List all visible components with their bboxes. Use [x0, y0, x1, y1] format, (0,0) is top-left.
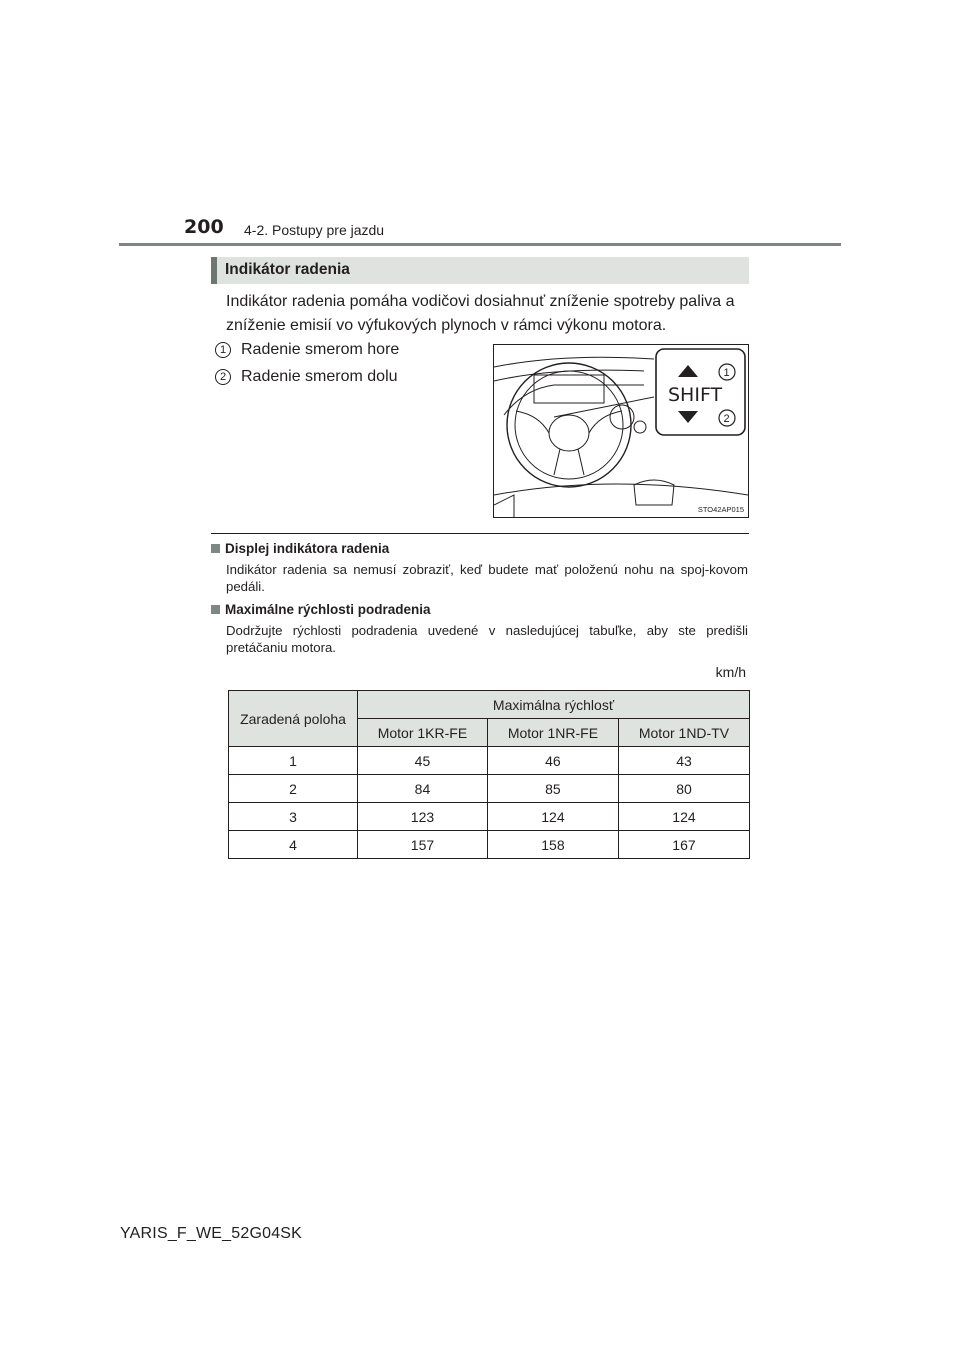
- list-item-upshift: [215, 339, 399, 361]
- section-title-bar: [211, 257, 749, 284]
- steering-wheel-illustration: [494, 345, 748, 517]
- speed-cell: 46: [487, 747, 618, 775]
- note-title: Maximálne rýchlosti podradenia: [225, 602, 431, 617]
- callout-2: 2: [723, 413, 730, 425]
- table-row: [229, 775, 750, 803]
- shift-label: SHIFT: [668, 384, 723, 406]
- gear-cell: 2: [229, 775, 358, 803]
- gear-cell: 4: [229, 831, 358, 859]
- note-body-display: Indikátor radenia sa nemusí zobraziť, keď budete mať položenú nohu na spoj-kovom pedáli.: [226, 562, 748, 594]
- table-row: [229, 831, 750, 859]
- note-body-downshift: Dodržujte rýchlosti podradenia uvedené v nasledujúcej tabuľke, aby ste predišli pretáčaniu motora.: [226, 623, 748, 655]
- section-path: 4-2. Postupy pre jazdu: [244, 222, 385, 238]
- speed-cell: 84: [358, 775, 488, 803]
- speed-cell: 45: [358, 747, 488, 775]
- engine-header: Motor 1ND-TV: [618, 719, 749, 747]
- table-row: [229, 803, 750, 831]
- engine-header: Motor 1KR-FE: [358, 719, 488, 747]
- speed-cell: 123: [358, 803, 488, 831]
- note-title: Displej indikátora radenia: [225, 541, 390, 556]
- speed-cell: 80: [618, 775, 749, 803]
- callout-1: 1: [723, 367, 730, 379]
- list-item-downshift: [215, 366, 398, 388]
- figure-code: STO42AP015: [697, 505, 744, 514]
- section-divider: [211, 533, 749, 534]
- speed-cell: 124: [618, 803, 749, 831]
- note-heading-display: [211, 541, 389, 556]
- speed-cell: 85: [487, 775, 618, 803]
- speed-cell: 157: [358, 831, 488, 859]
- number-circle: 1: [215, 342, 231, 358]
- speed-cell: 43: [618, 747, 749, 775]
- speed-cell: 158: [487, 831, 618, 859]
- section-title: Indikátor radenia: [225, 261, 350, 278]
- table-row: [229, 747, 750, 775]
- gear-header: Zaradená poloha: [229, 691, 358, 747]
- speed-header: Maximálna rýchlosť: [358, 691, 750, 719]
- list-item-label: Radenie smerom dolu: [241, 368, 398, 385]
- downshift-speed-table: [228, 690, 750, 859]
- gear-cell: 1: [229, 747, 358, 775]
- page-number: 200: [184, 216, 224, 238]
- speed-cell: 124: [487, 803, 618, 831]
- footer-code: YARIS_F_WE_52G04SK: [120, 1225, 303, 1242]
- bullet-square-icon: [211, 544, 220, 553]
- gear-cell: 3: [229, 803, 358, 831]
- section-bar-accent: [211, 257, 217, 284]
- intro-paragraph: Indikátor radenia pomáha vodičovi dosiahnuť zníženie spotreby paliva a zníženie emisií vo výfukových plynoch v rámci výkonu motora.: [226, 293, 735, 334]
- note-heading-downshift: [211, 602, 431, 617]
- bullet-square-icon: [211, 605, 220, 614]
- list-item-label: Radenie smerom hore: [241, 341, 400, 358]
- engine-header: Motor 1NR-FE: [487, 719, 618, 747]
- speed-cell: 167: [618, 831, 749, 859]
- table-unit: km/h: [715, 664, 746, 680]
- number-circle: 2: [215, 369, 231, 385]
- dashboard-illustration: [493, 344, 749, 518]
- header-rule: [119, 243, 841, 246]
